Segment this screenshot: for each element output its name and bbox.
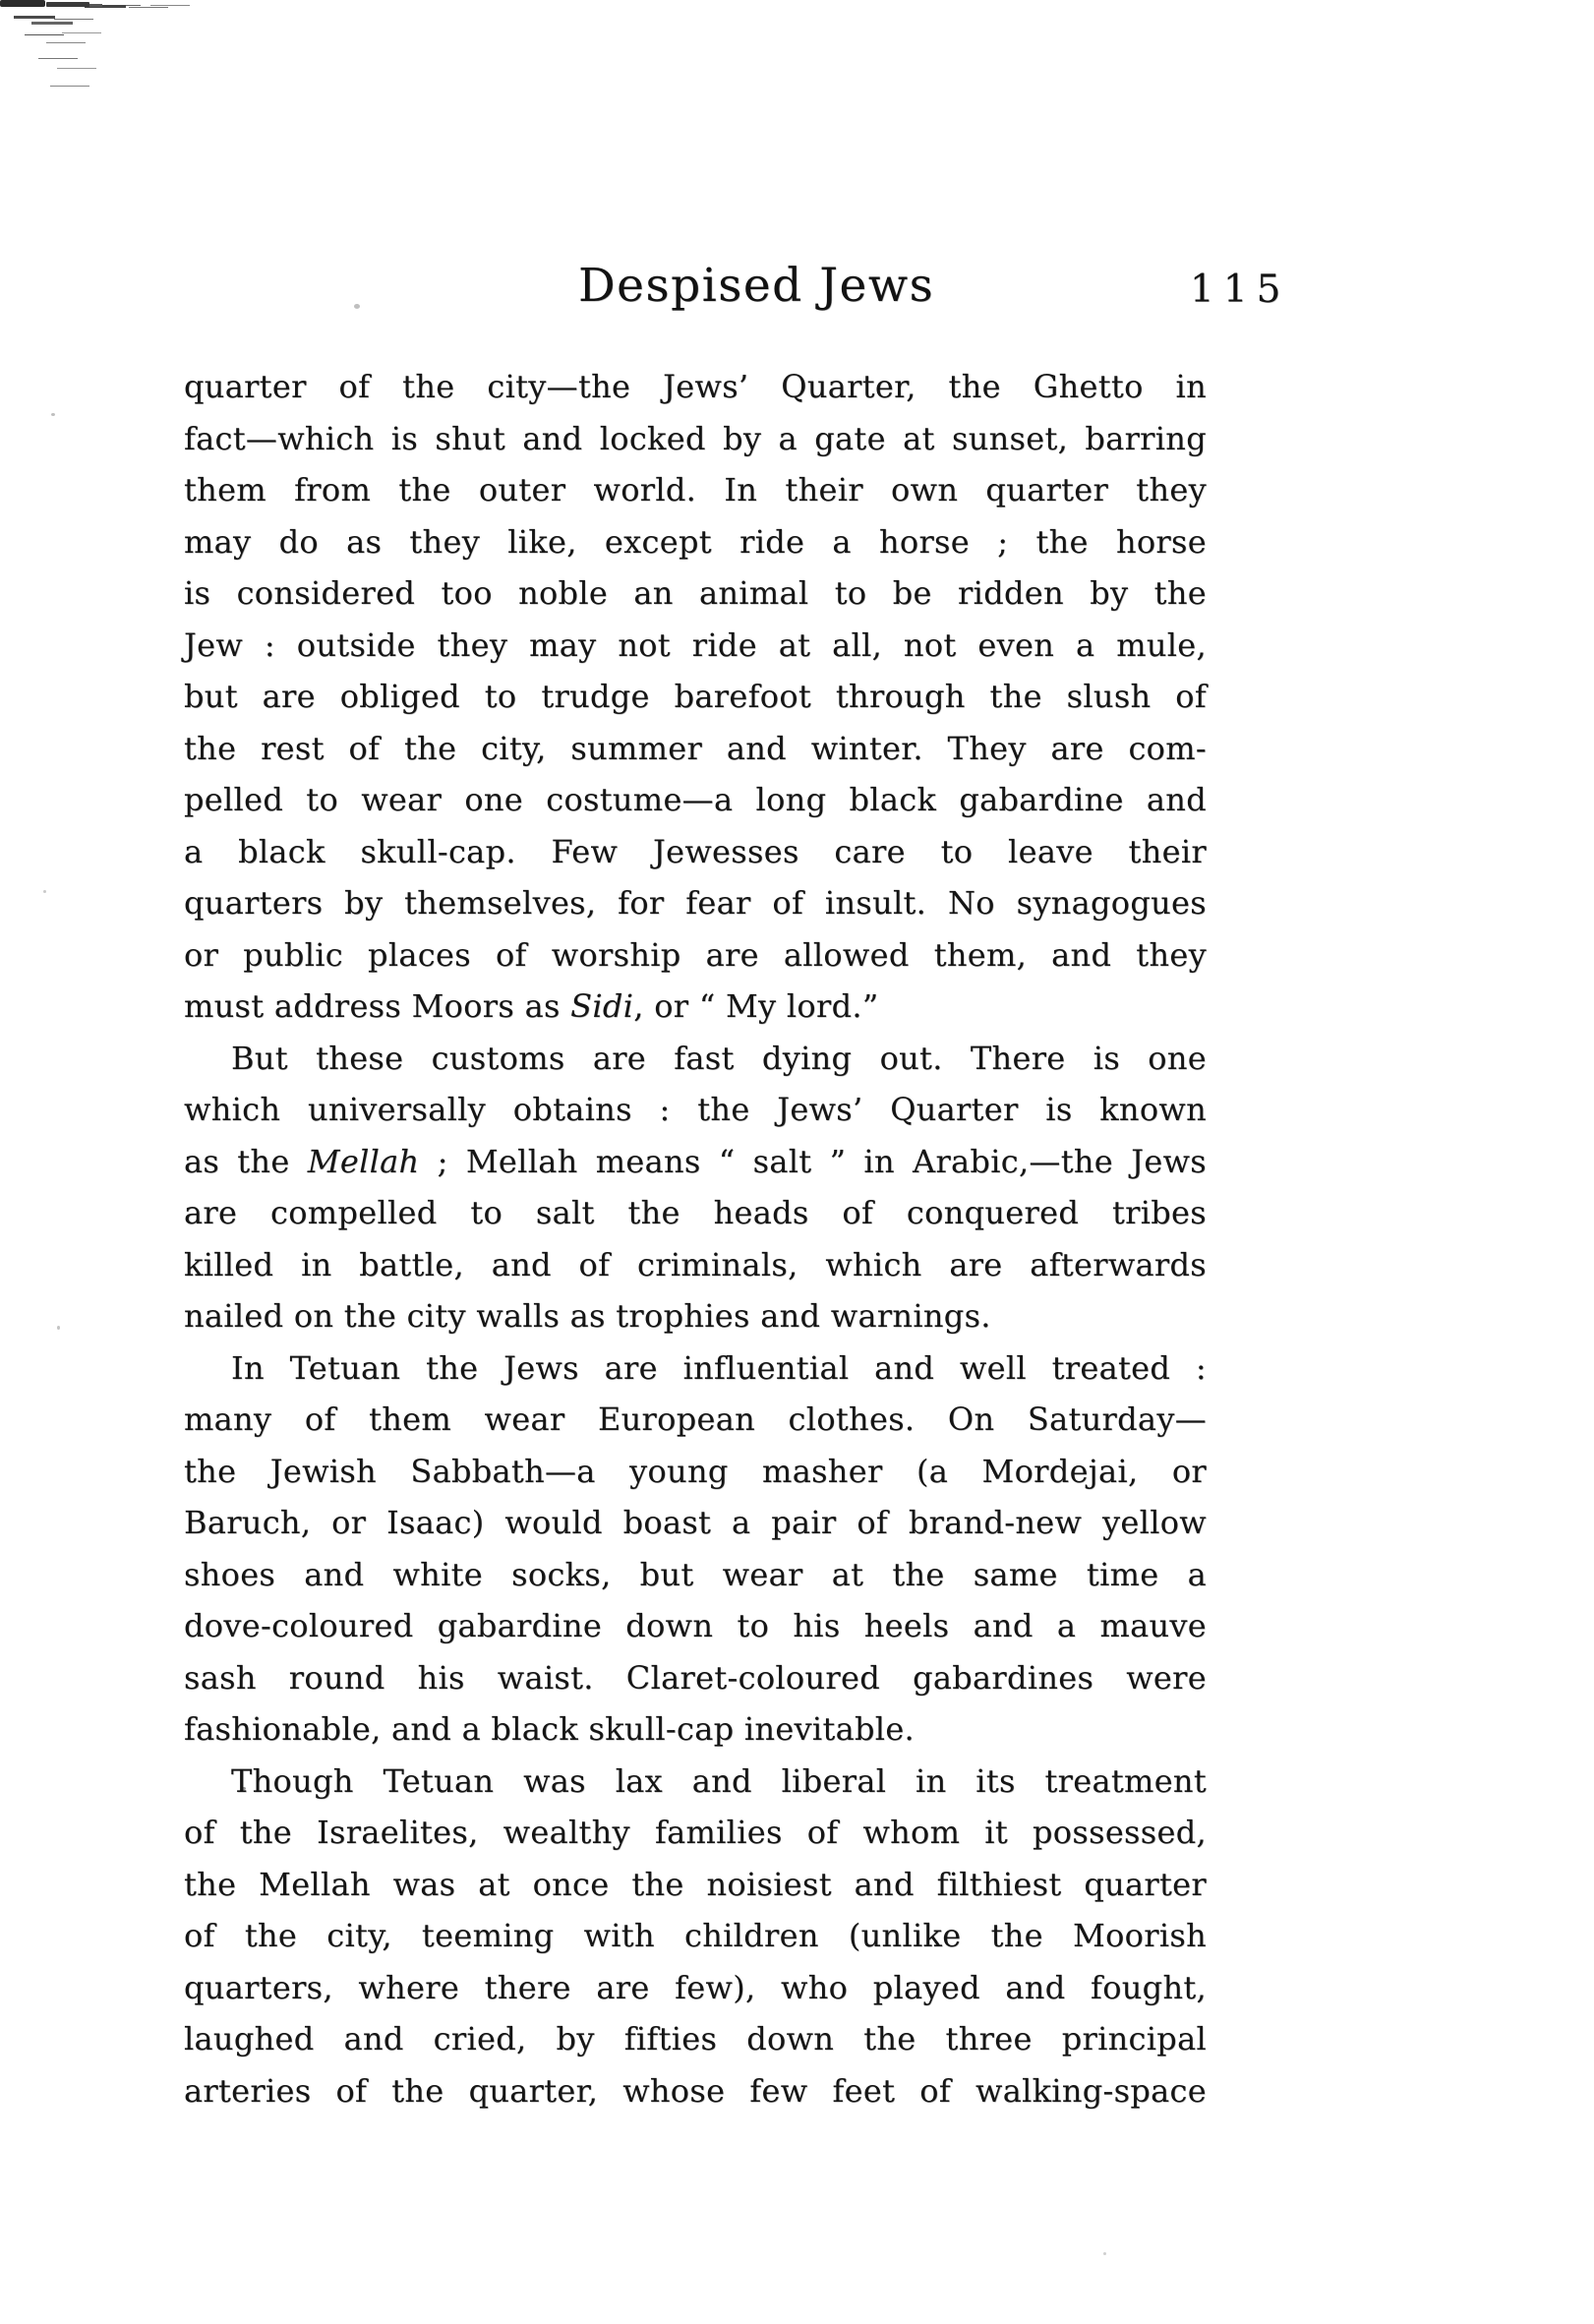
- text-segment: nailed on the city walls as trophies and warnings.: [184, 1297, 991, 1335]
- text-line: [184, 1497, 1207, 1549]
- text-segment: but are obliged to trudge barefoot through the slush of: [184, 678, 1207, 715]
- italic-term: Sidi: [570, 987, 634, 1025]
- text-line: [184, 1652, 1207, 1704]
- text-line: [184, 826, 1207, 878]
- ink-speck: [57, 1326, 60, 1330]
- text-line: [184, 1910, 1207, 1962]
- text-segment: must address Moors as: [184, 987, 571, 1025]
- text-segment: Though Tetuan was lax and liberal in its treatment: [231, 1761, 1207, 1800]
- text-segment: is considered too noble an animal to be ridden by the: [184, 574, 1207, 612]
- text-line: [184, 464, 1207, 516]
- text-segment: But these customs are fast dying out. There is one: [231, 1039, 1207, 1077]
- page-body: [184, 361, 1207, 2116]
- page-number: 115: [1190, 268, 1290, 312]
- paragraph: [184, 1033, 1207, 1342]
- text-segment: a black skull-cap. Few Jewesses care to leave their: [184, 832, 1207, 870]
- paragraph: [184, 361, 1207, 1033]
- text-line: [184, 2013, 1207, 2065]
- text-line: [184, 1342, 1207, 1395]
- text-segment: of the city, teeming with children (unlike the Moorish: [184, 1917, 1207, 1954]
- text-line: [184, 1239, 1207, 1291]
- paragraph: [184, 1342, 1207, 1756]
- text-segment: ; Mellah means “ salt ” in Arabic,—the Jews: [419, 1142, 1207, 1180]
- text-segment: shoes and white socks, but wear at the same time a: [184, 1555, 1207, 1593]
- text-line: [184, 413, 1207, 465]
- italic-term: Mellah: [307, 1142, 420, 1180]
- text-segment: , or “ My lord.”: [633, 987, 879, 1025]
- text-line: [184, 567, 1207, 620]
- text-segment: fashionable, and a black skull-cap inevitable.: [184, 1710, 915, 1748]
- text-line: [184, 929, 1207, 982]
- text-line: [184, 1187, 1207, 1239]
- text-line: [184, 620, 1207, 672]
- text-segment: In Tetuan the Jews are influential and well treated :: [231, 1348, 1207, 1387]
- text-segment: quarter of the city—the Jews’ Quarter, the Ghetto in: [184, 368, 1207, 405]
- text-line: [184, 1859, 1207, 1911]
- running-title: Despised Jews: [578, 259, 935, 313]
- text-segment: Jew : outside they may not ride at all, not even a mule,: [184, 626, 1207, 664]
- text-line: [184, 774, 1207, 826]
- text-line: [184, 1033, 1207, 1085]
- text-segment: arteries of the quarter, whose few feet of walking-space: [184, 2071, 1207, 2110]
- text-segment: sash round his waist. Claret-coloured gabardines were: [184, 1658, 1207, 1697]
- text-segment: them from the outer world. In their own quarter they: [184, 471, 1207, 508]
- text-line: [184, 981, 1207, 1033]
- text-segment: many of them wear European clothes. On Saturday—: [184, 1400, 1207, 1438]
- paragraph: [184, 1756, 1207, 2117]
- page-header: [0, 0, 1594, 354]
- text-line: [184, 516, 1207, 568]
- text-segment: of the Israelites, wealthy families of whom it possessed,: [184, 1814, 1207, 1851]
- text-segment: are compelled to salt the heads of conquered tribes: [184, 1194, 1207, 1231]
- text-line: [184, 1136, 1207, 1188]
- text-line: [184, 1446, 1207, 1498]
- text-line: [184, 877, 1207, 929]
- text-line: [184, 1084, 1207, 1136]
- text-segment: the rest of the city, summer and winter. They are com-: [184, 729, 1207, 767]
- text-segment: may do as they like, except ride a horse ; the horse: [184, 522, 1207, 561]
- text-line: [184, 671, 1207, 723]
- ink-speck: [1103, 2252, 1106, 2255]
- text-segment: the Mellah was at once the noisiest and filthiest quarter: [184, 1865, 1207, 1903]
- text-segment: dove-coloured gabardine down to his heels and a mauve: [184, 1607, 1207, 1644]
- text-segment: quarters by themselves, for fear of insult. No synagogues: [184, 884, 1207, 922]
- text-line: [184, 723, 1207, 775]
- ink-speck: [43, 890, 46, 893]
- text-line: [184, 361, 1207, 413]
- text-line: [184, 1394, 1207, 1446]
- text-segment: pelled to wear one costume—a long black gabardine and: [184, 781, 1207, 818]
- text-line: [184, 1600, 1207, 1652]
- text-segment: or public places of worship are allowed them, and they: [184, 935, 1207, 974]
- text-segment: as the: [184, 1142, 308, 1180]
- text-line: [184, 1290, 1207, 1342]
- text-line: [184, 1549, 1207, 1601]
- text-segment: laughed and cried, by fifties down the three principal: [184, 2020, 1207, 2057]
- text-line: [184, 2065, 1207, 2117]
- text-line: [184, 1756, 1207, 1808]
- text-segment: the Jewish Sabbath—a young masher (a Mordejai, or: [184, 1452, 1207, 1490]
- text-segment: fact—which is shut and locked by a gate at sunset, barring: [184, 419, 1207, 457]
- text-segment: which universally obtains : the Jews’ Quarter is known: [184, 1091, 1207, 1128]
- text-segment: killed in battle, and of criminals, which are afterwards: [184, 1245, 1207, 1283]
- text-segment: quarters, where there are few), who played and fought,: [184, 1968, 1207, 2006]
- text-line: [184, 1962, 1207, 2014]
- ink-speck: [51, 413, 55, 416]
- text-segment: Baruch, or Isaac) would boast a pair of brand-new yellow: [184, 1504, 1207, 1541]
- text-line: [184, 1703, 1207, 1756]
- text-line: [184, 1807, 1207, 1859]
